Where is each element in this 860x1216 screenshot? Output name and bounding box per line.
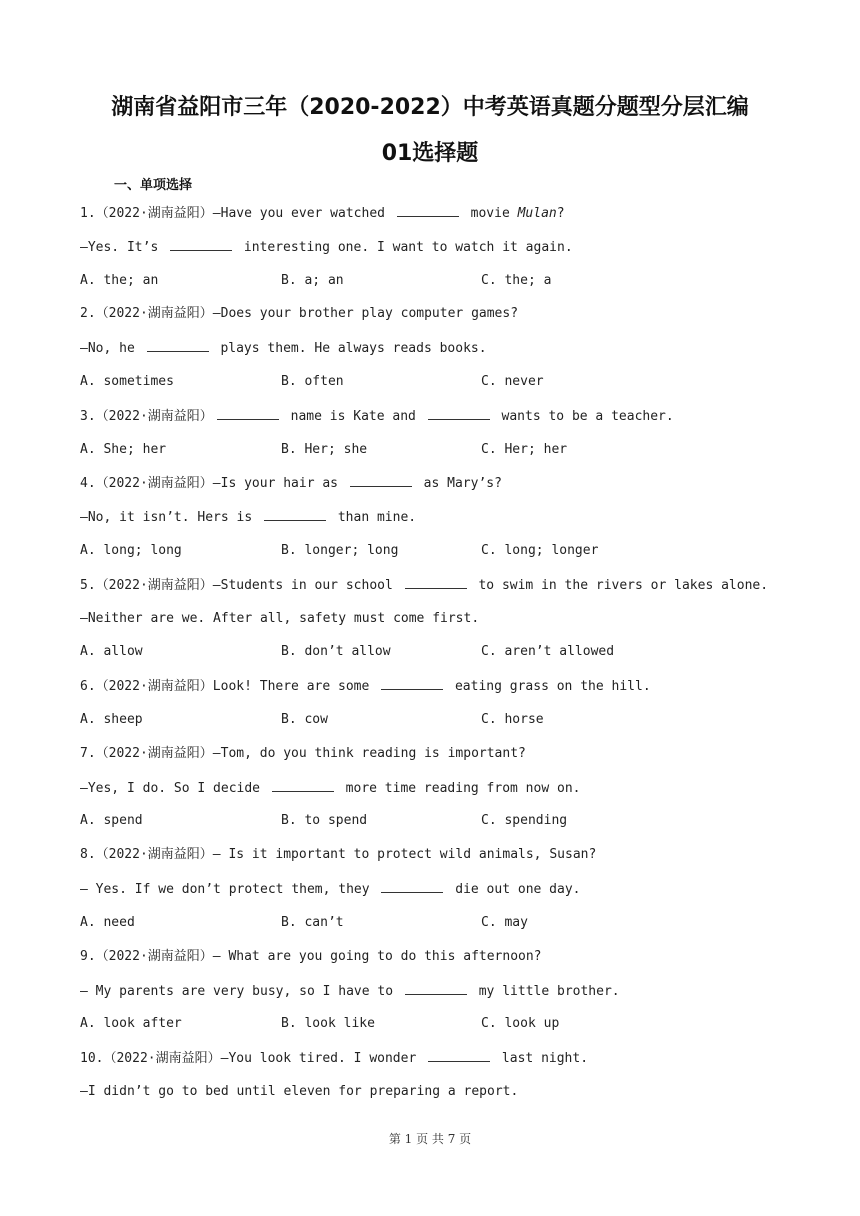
question-4-line2: —No, it isn’t. Hers is than mine. bbox=[80, 510, 417, 525]
document-subtitle: 01选择题 bbox=[381, 141, 479, 166]
question-4-option-c: C. long; longer bbox=[481, 543, 599, 558]
question-3-stem: 3.（2022·湖南益阳） name is Kate and wants to be a teacher. bbox=[80, 409, 674, 424]
answer-blank bbox=[147, 339, 209, 352]
question-5-option-c: C. aren’t allowed bbox=[481, 644, 615, 659]
section-heading: 一、单项选择 bbox=[114, 178, 193, 193]
question-7-stem: 7.（2022·湖南益阳）—Tom, do you think reading is important? bbox=[80, 746, 526, 761]
question-7-option-a: A. spend bbox=[80, 813, 143, 828]
question-2-stem: 2.（2022·湖南益阳）—Does your brother play computer games? bbox=[80, 306, 519, 321]
question-6-stem: 6.（2022·湖南益阳）Look! There are some eating grass on the hill. bbox=[80, 679, 651, 694]
answer-blank bbox=[405, 576, 467, 589]
question-5-line2: —Neither are we. After all, safety must come first. bbox=[80, 611, 480, 626]
question-9-line2: — My parents are very busy, so I have to my little brother. bbox=[80, 984, 620, 999]
question-9-option-c: C. look up bbox=[481, 1016, 560, 1031]
answer-blank bbox=[272, 779, 334, 792]
answer-blank bbox=[381, 677, 443, 690]
question-4-stem: 4.（2022·湖南益阳）—Is your hair as as Mary’s? bbox=[80, 476, 502, 491]
question-5-stem: 5.（2022·湖南益阳）—Students in our school to swim in the rivers or lakes alone. bbox=[80, 578, 769, 593]
question-5-option-b: B. don’t allow bbox=[281, 644, 391, 659]
answer-blank bbox=[381, 880, 443, 893]
question-2-line2: —No, he plays them. He always reads books. bbox=[80, 341, 487, 356]
answer-blank bbox=[428, 1049, 490, 1062]
question-4-option-b: B. longer; long bbox=[281, 543, 399, 558]
question-6-option-b: B. cow bbox=[281, 712, 328, 727]
question-10-stem: 10.（2022·湖南益阳）—You look tired. I wonder last night. bbox=[80, 1051, 589, 1066]
answer-blank bbox=[397, 204, 459, 217]
answer-blank bbox=[170, 238, 232, 251]
question-2-option-c: C. never bbox=[481, 374, 544, 389]
question-6-option-a: A. sheep bbox=[80, 712, 143, 727]
question-3-option-b: B. Her; she bbox=[281, 442, 368, 457]
question-7-option-c: C. spending bbox=[481, 813, 568, 828]
answer-blank bbox=[405, 982, 467, 995]
question-9-option-b: B. look like bbox=[281, 1016, 375, 1031]
question-8-stem: 8.（2022·湖南益阳）— Is it important to protect wild animals, Susan? bbox=[80, 847, 597, 862]
question-1-option-c: C. the; a bbox=[481, 273, 552, 288]
question-9-option-a: A. look after bbox=[80, 1016, 182, 1031]
question-3-option-a: A. She; her bbox=[80, 442, 167, 457]
question-10-line2: —I didn’t go to bed until eleven for preparing a report. bbox=[80, 1084, 519, 1099]
question-1-stem: 1.（2022·湖南益阳）—Have you ever watched movie Mulan? bbox=[80, 206, 565, 221]
document-title: 湖南省益阳市三年（2020-2022）中考英语真题分题型分层汇编 bbox=[111, 95, 749, 120]
question-8-option-a: A. need bbox=[80, 915, 135, 930]
question-8-option-b: B. can’t bbox=[281, 915, 344, 930]
question-6-option-c: C. horse bbox=[481, 712, 544, 727]
question-9-stem: 9.（2022·湖南益阳）— What are you going to do this afternoon? bbox=[80, 949, 542, 964]
question-2-option-a: A. sometimes bbox=[80, 374, 174, 389]
question-1-option-a: A. the; an bbox=[80, 273, 159, 288]
page-footer: 第 1 页 共 7 页 bbox=[388, 1132, 472, 1146]
question-5-option-a: A. allow bbox=[80, 644, 143, 659]
question-3-option-c: C. Her; her bbox=[481, 442, 568, 457]
answer-blank bbox=[264, 508, 326, 521]
question-1-line2: —Yes. It’s interesting one. I want to watch it again. bbox=[80, 240, 573, 255]
answer-blank bbox=[350, 474, 412, 487]
question-2-option-b: B. often bbox=[281, 374, 344, 389]
answer-blank bbox=[217, 407, 279, 420]
movie-title: Mulan bbox=[517, 206, 557, 221]
question-7-option-b: B. to spend bbox=[281, 813, 368, 828]
question-8-option-c: C. may bbox=[481, 915, 528, 930]
question-4-option-a: A. long; long bbox=[80, 543, 182, 558]
question-1-option-b: B. a; an bbox=[281, 273, 344, 288]
answer-blank bbox=[428, 407, 490, 420]
question-7-line2: —Yes, I do. So I decide more time reading from now on. bbox=[80, 781, 581, 796]
question-8-line2: — Yes. If we don’t protect them, they die out one day. bbox=[80, 882, 581, 897]
